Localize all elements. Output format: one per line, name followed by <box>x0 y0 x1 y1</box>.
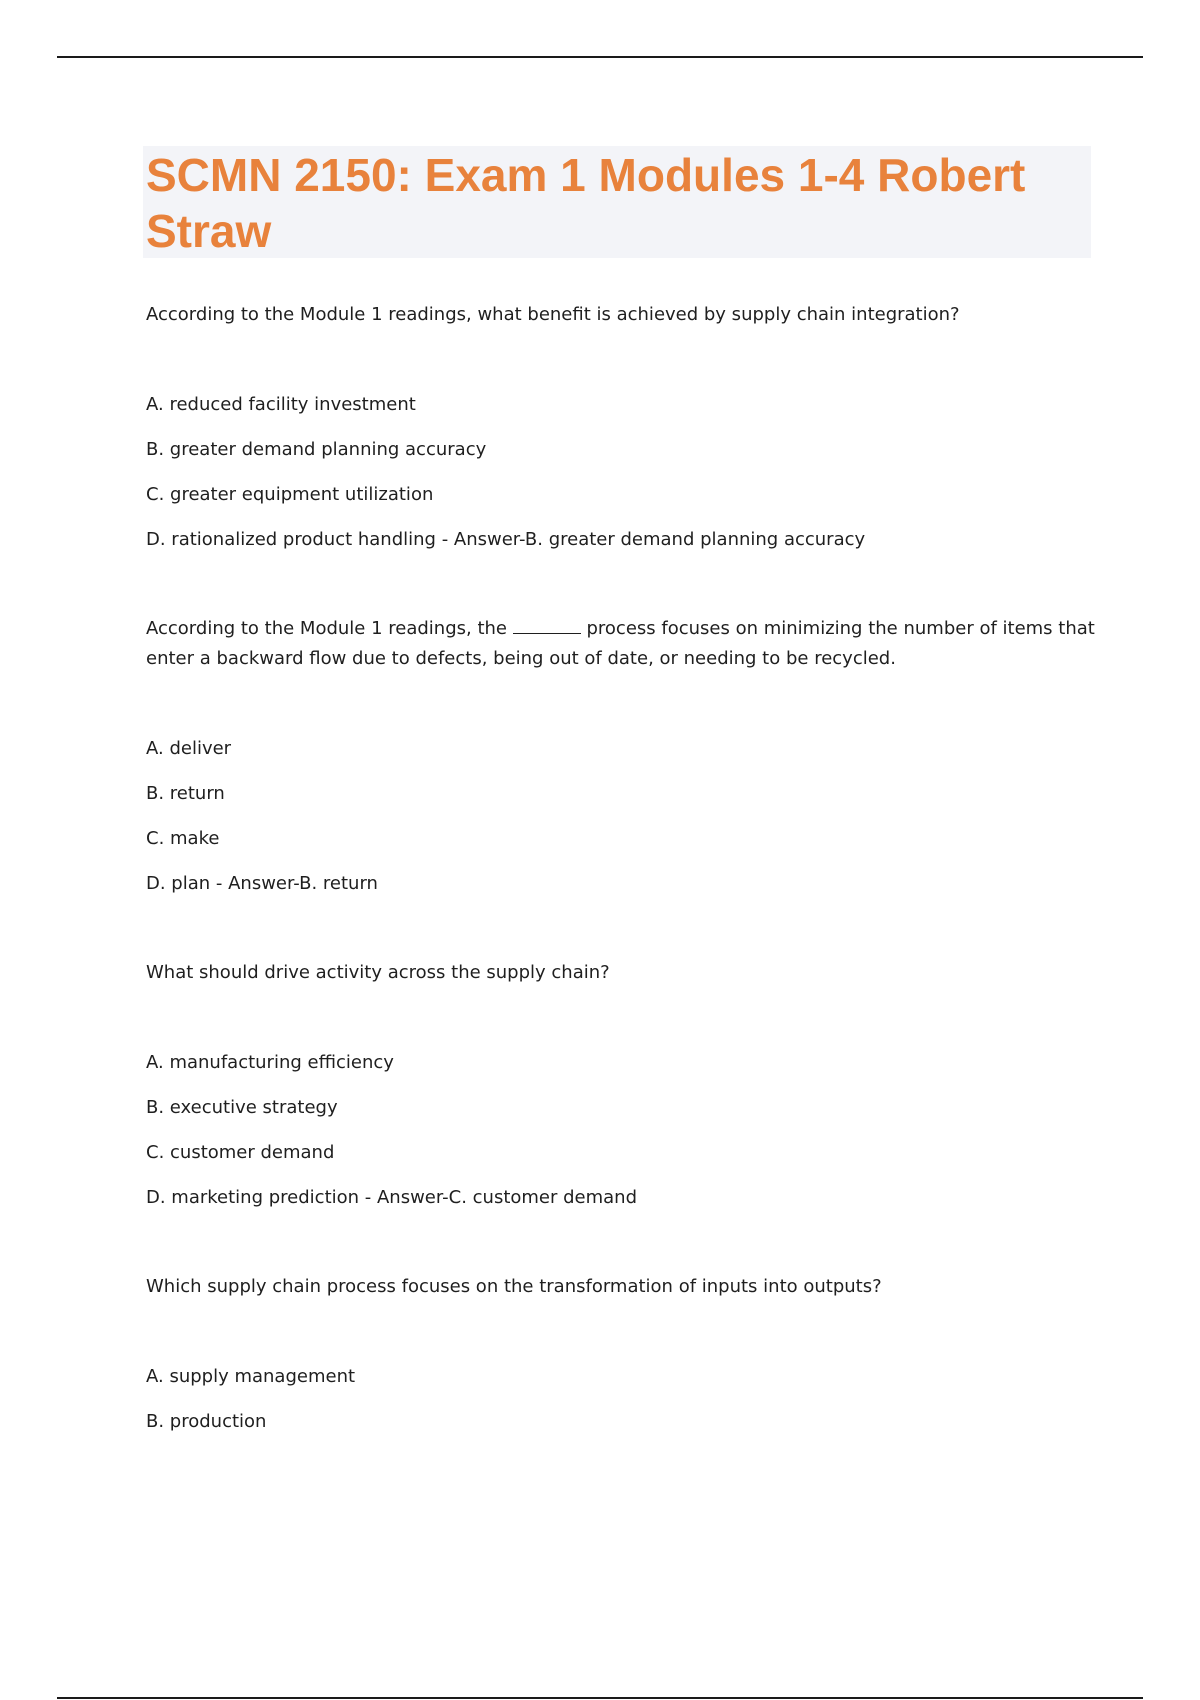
option-a: A. supply management <box>146 1366 356 1387</box>
option-a: A. manufacturing efficiency <box>146 1052 394 1073</box>
document-title: SCMN 2150: Exam 1 Modules 1-4 Robert Straw <box>146 149 1026 257</box>
question-list <box>146 300 1096 1496</box>
option-b: B. executive strategy <box>146 1097 338 1118</box>
question-1 <box>146 300 1096 555</box>
question-text: Which supply chain process focuses on the transformation of inputs into outputs? <box>146 1276 882 1297</box>
question-2 <box>146 614 1096 899</box>
option-b: B. greater demand planning accuracy <box>146 439 487 460</box>
option-a: A. reduced facility investment <box>146 394 416 415</box>
option-c: C. make <box>146 828 220 849</box>
question-text-after-blank: process focuses on minimizing the number of items that enter a backward flow due to defects, being out of date, or needing to be recycled. <box>146 618 1095 669</box>
option-a: A. deliver <box>146 738 232 759</box>
option-d-answer: D. marketing prediction - Answer-C. customer demand <box>146 1187 638 1208</box>
top-rule <box>57 56 1143 58</box>
option-d-answer: D. rationalized product handling - Answer-B. greater demand planning accuracy <box>146 529 866 550</box>
question-3 <box>146 958 1096 1213</box>
question-text: What should drive activity across the supply chain? <box>146 962 610 983</box>
option-b: B. production <box>146 1411 267 1432</box>
fill-in-blank <box>513 619 581 634</box>
option-c: C. greater equipment utilization <box>146 484 434 505</box>
question-4 <box>146 1272 1096 1437</box>
question-text <box>146 614 1096 674</box>
question-text: According to the Module 1 readings, what benefit is achieved by supply chain integration? <box>146 304 960 325</box>
bottom-rule <box>57 1697 1143 1699</box>
option-b: B. return <box>146 783 225 804</box>
option-c: C. customer demand <box>146 1142 335 1163</box>
option-d-answer: D. plan - Answer-B. return <box>146 873 378 894</box>
question-text-before-blank: According to the Module 1 readings, the <box>146 618 508 639</box>
